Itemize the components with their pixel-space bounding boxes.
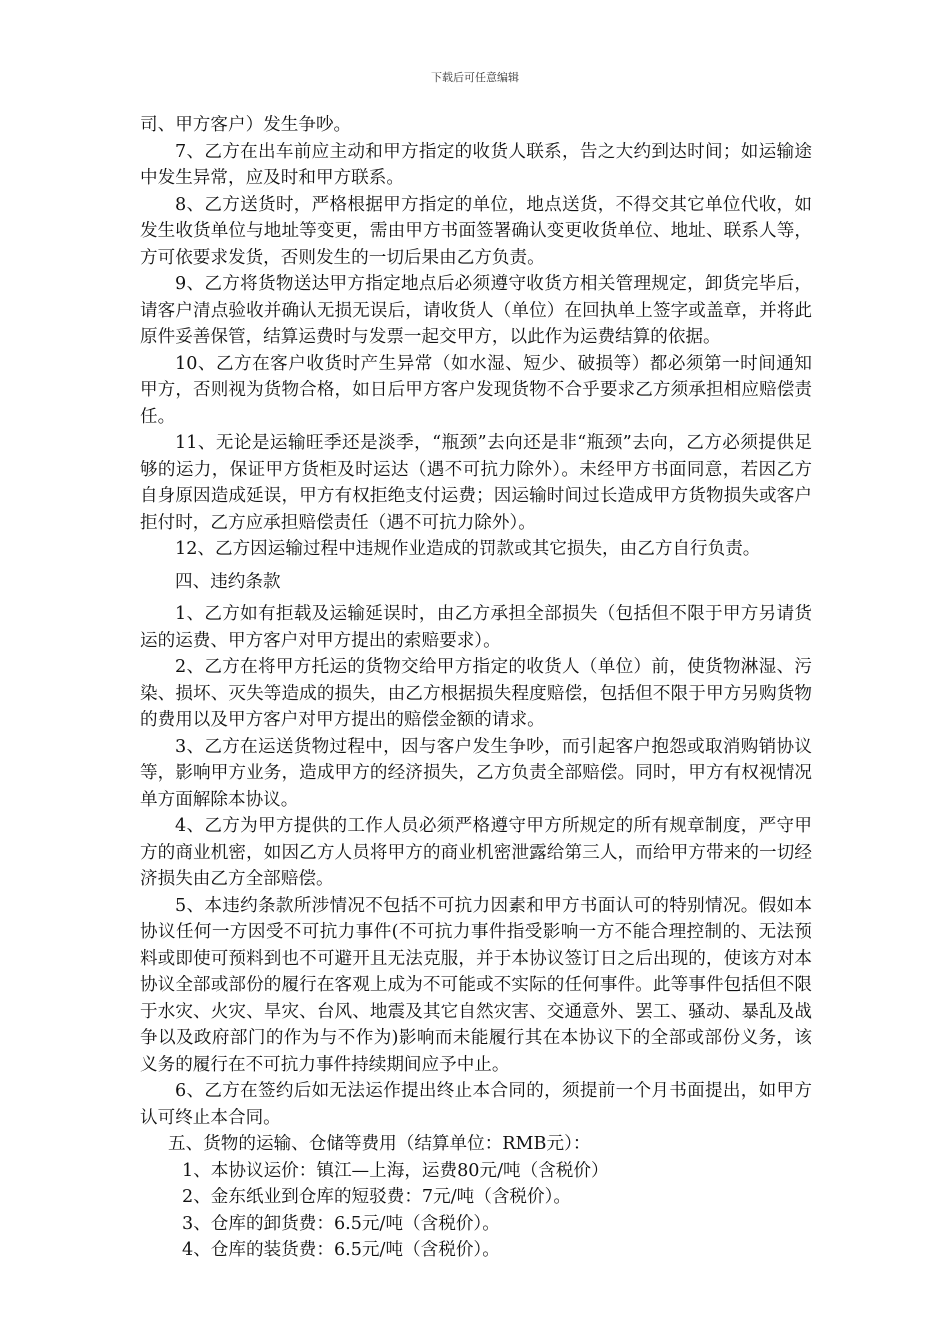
clause-10: 10、乙方在客户收货时产生异常（如水湿、短少、破损等）都必须第一时间通知甲方，否则视为货物合格，如日后甲方客户发现货物不合乎要求乙方须承担相应赔偿责任。 [140, 353, 812, 427]
section-heading-breach: 四、违约条款 [175, 571, 281, 592]
breach-clause-3: 3、乙方在运送货物过程中，因与客户发生争吵，而引起客户抱怨或取消购销协议等，影响甲方业务，造成甲方的经济损失，乙方负责全部赔偿。同时，甲方有权视情况单方面解除本协议。 [140, 736, 812, 810]
document-body [140, 112, 812, 1264]
breach-clause-6: 6、乙方在签约后如无法运作提出终止本合同的，须提前一个月书面提出，如甲方认可终止本合同。 [140, 1081, 812, 1128]
clause-12: 12、乙方因运输过程中违规作业造成的罚款或其它损失，由乙方自行负责。 [175, 539, 761, 559]
clause-11: 11、无论是运输旺季还是淡季，“瓶颈”去向还是非“瓶颈”去向，乙方必须提供足够的运力，保证甲方货柜及时运达（遇不可抗力除外）。未经甲方书面同意，若因乙方自身原因造成延误，甲方有权拒绝支付运费；因运输时间过长造成甲方货物损失或客户拒付时，乙方应承担赔偿责任（遇不可抗力除外）。 [140, 433, 812, 533]
page-header-note: 下载后可任意编辑 [431, 71, 519, 84]
fee-item-unloading: 3、仓库的卸货费：6.5元/吨（含税价）。 [182, 1213, 500, 1234]
breach-clause-1: 1、乙方如有拒载及运输延误时，由乙方承担全部损失（包括但不限于甲方另请货运的运费、甲方客户对甲方提出的索赔要求）。 [140, 604, 812, 651]
clause-9: 9、乙方将货物送达甲方指定地点后必须遵守收货方相关管理规定，卸货完毕后，请客户清点验收并确认无损无误后，请收货人（单位）在回执单上签字或盖章，并将此原件妥善保管，结算运费时与发票一起交甲方，以此作为运费结算的依据。 [140, 274, 812, 347]
breach-clause-2: 2、乙方在将甲方托运的货物交给甲方指定的收货人（单位）前，使货物淋湿、污染、损坏、灭失等造成的损失，由乙方根据损失程度赔偿，包括但不限于甲方另购货物的费用以及甲方客户对甲方提出的赔偿金额的请求。 [140, 657, 812, 730]
fee-item-loading: 4、仓库的装货费：6.5元/吨（含税价）。 [182, 1240, 500, 1260]
paragraph-continuation: 司、甲方客户）发生争吵。 [140, 115, 352, 135]
fee-item-shuttle: 2、金东纸业到仓库的短驳费：7元/吨（含税价）。 [182, 1187, 571, 1207]
clause-7: 7、乙方在出车前应主动和甲方指定的收货人联系，告之大约到达时间；如运输途中发生异常，应及时和甲方联系。 [140, 141, 812, 188]
breach-clause-4: 4、乙方为甲方提供的工作人员必须严格遵守甲方所规定的所有规章制度，严守甲方的商业机密，如因乙方人员将甲方的商业机密泄露给第三人，而给甲方带来的一切经济损失由乙方全部赔偿。 [140, 816, 812, 889]
section-heading-fees: 五、货物的运输、仓储等费用（结算单位：RMB元）： [168, 1134, 591, 1154]
clause-8: 8、乙方送货时，严格根据甲方指定的单位，地点送货，不得交其它单位代收，如发生收货单位与地址等变更，需由甲方书面签署确认变更收货单位、地址、联系人等，方可依要求发货，否则发生的一切后果由乙方负责。 [140, 194, 812, 268]
fee-item-freight: 1、本协议运价：镇江—上海，运费80元/吨（含税价） [182, 1160, 609, 1181]
breach-clause-5: 5、本违约条款所涉情况不包括不可抗力因素和甲方书面认可的特别情况。假如本协议任何一方因受不可抗力事件(不可抗力事件指受影响一方不能合理控制的、无法预料或即使可预料到也不可避开且无法克服，并于本协议签订日之后出现的，使该方对本协议全部或部份的履行在客观上成为不可能或不实际的任何事件。此等事件包括但不限于水灾、火灾、旱灾、台风、地震及其它自然灾害、交通意外、罢工、骚动、暴乱及战争以及政府部门的作为与不作为)影响而未能履行其在本协议下的全部或部份义务，该义务的履行在不可抗力事件持续期间应予中止。 [140, 895, 812, 1075]
